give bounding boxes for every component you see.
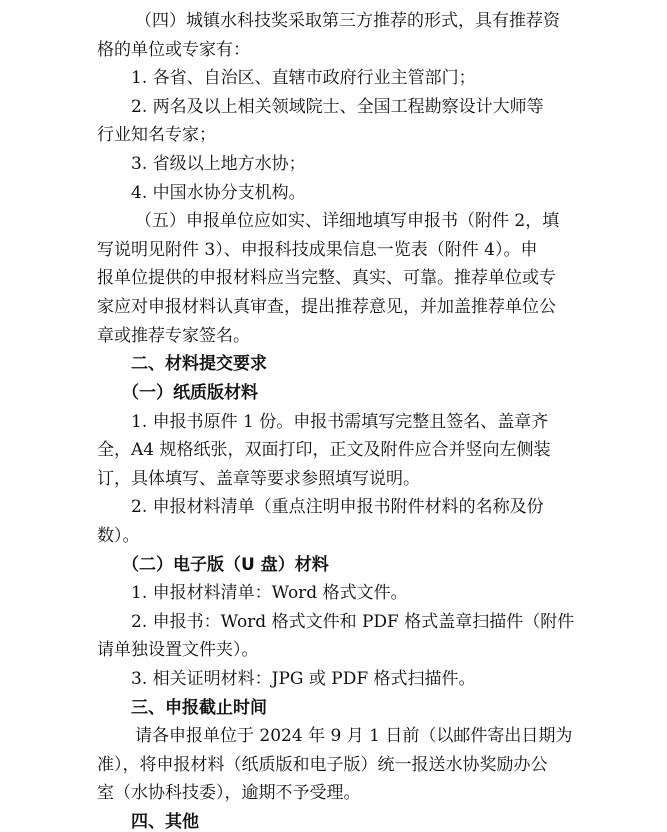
paper-item-1-line-3: 订，具体填写、盖章等要求参照填写说明。 [97,469,420,489]
deadline-line-3: 室（水协科技委），逾期不予受理。 [97,783,361,803]
para-5-line-4: 家应对申报材料认真审查，提出推荐意见，并加盖推荐单位公 [97,297,556,317]
electronic-item-2-line-2: 请单独设置文件夹）。 [97,640,259,660]
para-4-line-1: （四）城镇水科技奖采取第三方推荐的形式，具有推荐资 [135,11,560,31]
para-5-line-1: （五）申报单位应如实、详细地填写申报书（附件 2，填 [135,211,560,231]
electronic-item-3: 3. 相关证明材料：JPG 或 PDF 格式扫描件。 [131,669,476,689]
section-heading-3: 三、申报截止时间 [131,698,267,718]
section-heading-2: 二、材料提交要求 [131,354,267,374]
paper-item-1-line-1: 1. 申报书原件 1 份。申报书需填写完整且签名、盖章齐 [131,412,549,432]
subsection-heading-electronic: （二）电子版（U 盘）材料 [122,555,329,575]
section-heading-4: 四、其他 [131,812,199,832]
para-5-line-3: 报单位提供的申报材料应当完整、真实、可靠。推荐单位或专 [97,268,556,288]
list-item-1: 1. 各省、自治区、直辖市政府行业主管部门； [131,68,476,88]
deadline-line-1: 请各申报单位于 2024 年 9 月 1 日前（以邮件寄出日期为 [135,726,573,746]
subsection-heading-paper: （一）纸质版材料 [122,383,258,403]
list-item-2-line-1: 2. 两名及以上相关领域院士、全国工程勘察设计大师等 [131,97,544,117]
para-5-line-5: 章或推荐专家签名。 [97,326,250,346]
electronic-item-2-line-1: 2. 申报书：Word 格式文件和 PDF 格式盖章扫描件（附件 [131,612,575,632]
deadline-line-2: 准），将申报材料（纸质版和电子版）统一报送水协奖励办公 [97,755,548,775]
list-item-3: 3. 省级以上地方水协； [131,154,306,174]
paper-item-2-line-2: 数）。 [97,526,140,546]
paper-item-1-line-2: 全，A4 规格纸张，双面打印，正文及附件应合并竖向左侧装 [97,440,551,460]
paper-item-2-line-1: 2. 申报材料清单（重点注明申报书附件材料的名称及份 [131,497,544,517]
list-item-2-line-2: 行业知名专家； [97,125,216,145]
para-4-line-2: 格的单位或专家有： [97,40,250,60]
electronic-item-1: 1. 申报材料清单：Word 格式文件。 [131,583,408,603]
para-5-line-2: 写说明见附件 3）、申报科技成果信息一览表（附件 4）。申 [97,240,538,260]
list-item-4: 4. 中国水协分支机构。 [131,183,306,203]
